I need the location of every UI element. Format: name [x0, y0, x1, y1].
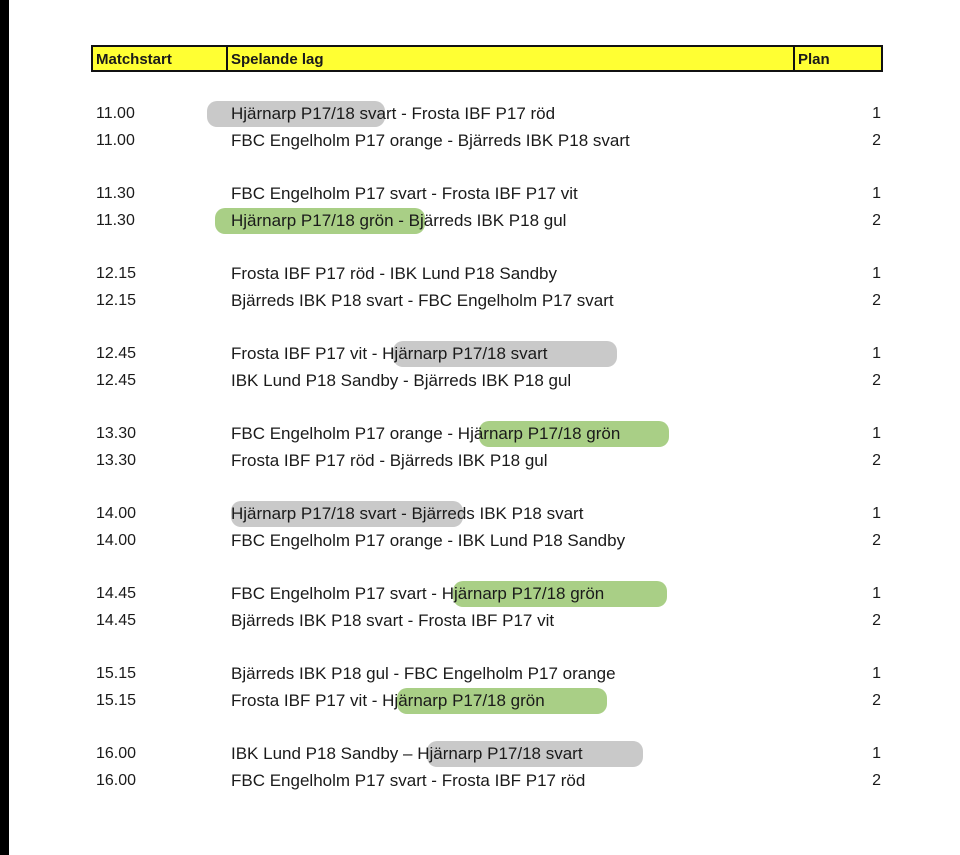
table-row — [91, 581, 883, 607]
match-plan: 2 — [872, 292, 881, 309]
match-teams: Bjärreds IBK P18 gul - FBC Engelholm P17 orange — [231, 664, 616, 683]
match-time: 12.15 — [96, 265, 137, 282]
match-teams: FBC Engelholm P17 orange - IBK Lund P18 Sandby — [231, 531, 626, 550]
match-time: 16.00 — [96, 745, 137, 762]
match-teams: FBC Engelholm P17 svart - Frosta IBF P17 röd — [231, 771, 586, 790]
header-plan: Plan — [798, 51, 830, 68]
match-teams: FBC Engelholm P17 svart - Frosta IBF P17 vit — [231, 184, 578, 203]
table-row — [91, 501, 883, 527]
match-time: 12.45 — [96, 345, 137, 362]
match-plan: 2 — [872, 772, 881, 789]
table-row — [91, 261, 883, 287]
match-time: 14.00 — [96, 505, 137, 522]
match-time: 13.30 — [96, 425, 137, 442]
table-row — [91, 101, 883, 127]
table-row — [91, 661, 883, 687]
table-row — [91, 448, 883, 474]
match-time: 11.30 — [96, 185, 135, 202]
table-row — [91, 208, 883, 234]
match-plan: 1 — [872, 345, 881, 362]
match-plan: 2 — [872, 132, 881, 149]
match-teams: Hjärnarp P17/18 grön - Bjärreds IBK P18 gul — [231, 211, 567, 230]
match-time: 14.45 — [96, 585, 137, 602]
match-plan: 2 — [872, 612, 881, 629]
match-teams: Hjärnarp P17/18 svart - Bjärreds IBK P18 svart — [231, 504, 584, 523]
schedule-table — [91, 45, 883, 790]
table-row — [91, 368, 883, 394]
match-teams: Frosta IBF P17 röd - Bjärreds IBK P18 gul — [231, 451, 548, 470]
match-time: 11.00 — [96, 132, 135, 149]
table-row — [91, 421, 883, 447]
match-plan: 2 — [872, 692, 881, 709]
match-time: 12.45 — [96, 372, 137, 389]
match-time: 14.00 — [96, 532, 137, 549]
match-plan: 2 — [872, 452, 881, 469]
match-teams: Bjärreds IBK P18 svart - Frosta IBF P17 vit — [231, 611, 555, 630]
match-teams: Frosta IBF P17 röd - IBK Lund P18 Sandby — [231, 264, 558, 283]
match-teams: Hjärnarp P17/18 svart - Frosta IBF P17 röd — [231, 104, 556, 123]
table-row — [91, 288, 883, 314]
match-plan: 1 — [872, 505, 881, 522]
match-plan: 1 — [872, 585, 881, 602]
match-plan: 2 — [872, 532, 881, 549]
match-time: 15.15 — [96, 665, 137, 682]
header-spelande-lag: Spelande lag — [228, 47, 795, 70]
match-time: 12.15 — [96, 292, 137, 309]
match-plan: 1 — [872, 425, 881, 442]
match-teams: Bjärreds IBK P18 svart - FBC Engelholm P17 svart — [231, 291, 614, 310]
match-time: 16.00 — [96, 772, 137, 789]
match-plan: 1 — [872, 185, 881, 202]
match-time: 11.00 — [96, 105, 135, 122]
match-teams: FBC Engelholm P17 orange - Bjärreds IBK P18 svart — [231, 131, 630, 150]
table-row — [91, 128, 883, 154]
match-teams: Frosta IBF P17 vit - Hjärnarp P17/18 grön — [231, 691, 545, 710]
header-matchstart: Matchstart — [93, 47, 228, 70]
match-plan: 1 — [872, 745, 881, 762]
match-time: 15.15 — [96, 692, 137, 709]
match-teams: Frosta IBF P17 vit - Hjärnarp P17/18 svart — [231, 344, 548, 363]
table-row — [91, 608, 883, 634]
table-row — [91, 688, 883, 714]
table-header — [91, 45, 883, 72]
match-time: 13.30 — [96, 452, 137, 469]
match-teams: FBC Engelholm P17 orange - Hjärnarp P17/18 grön — [231, 424, 621, 443]
table-row — [91, 528, 883, 554]
match-time: 14.45 — [96, 612, 137, 629]
table-row — [91, 181, 883, 207]
scan-left-edge — [0, 0, 9, 855]
match-plan: 1 — [872, 105, 881, 122]
match-teams: FBC Engelholm P17 svart - Hjärnarp P17/18 grön — [231, 584, 605, 603]
match-plan: 2 — [872, 212, 881, 229]
match-plan: 2 — [872, 372, 881, 389]
table-row — [91, 741, 883, 767]
table-row — [91, 341, 883, 367]
match-teams: IBK Lund P18 Sandby - Bjärreds IBK P18 gul — [231, 371, 572, 390]
match-time: 11.30 — [96, 212, 135, 229]
match-plan: 1 — [872, 265, 881, 282]
match-plan: 1 — [872, 665, 881, 682]
table-row — [91, 768, 883, 794]
match-teams: IBK Lund P18 Sandby – Hjärnarp P17/18 svart — [231, 744, 583, 763]
